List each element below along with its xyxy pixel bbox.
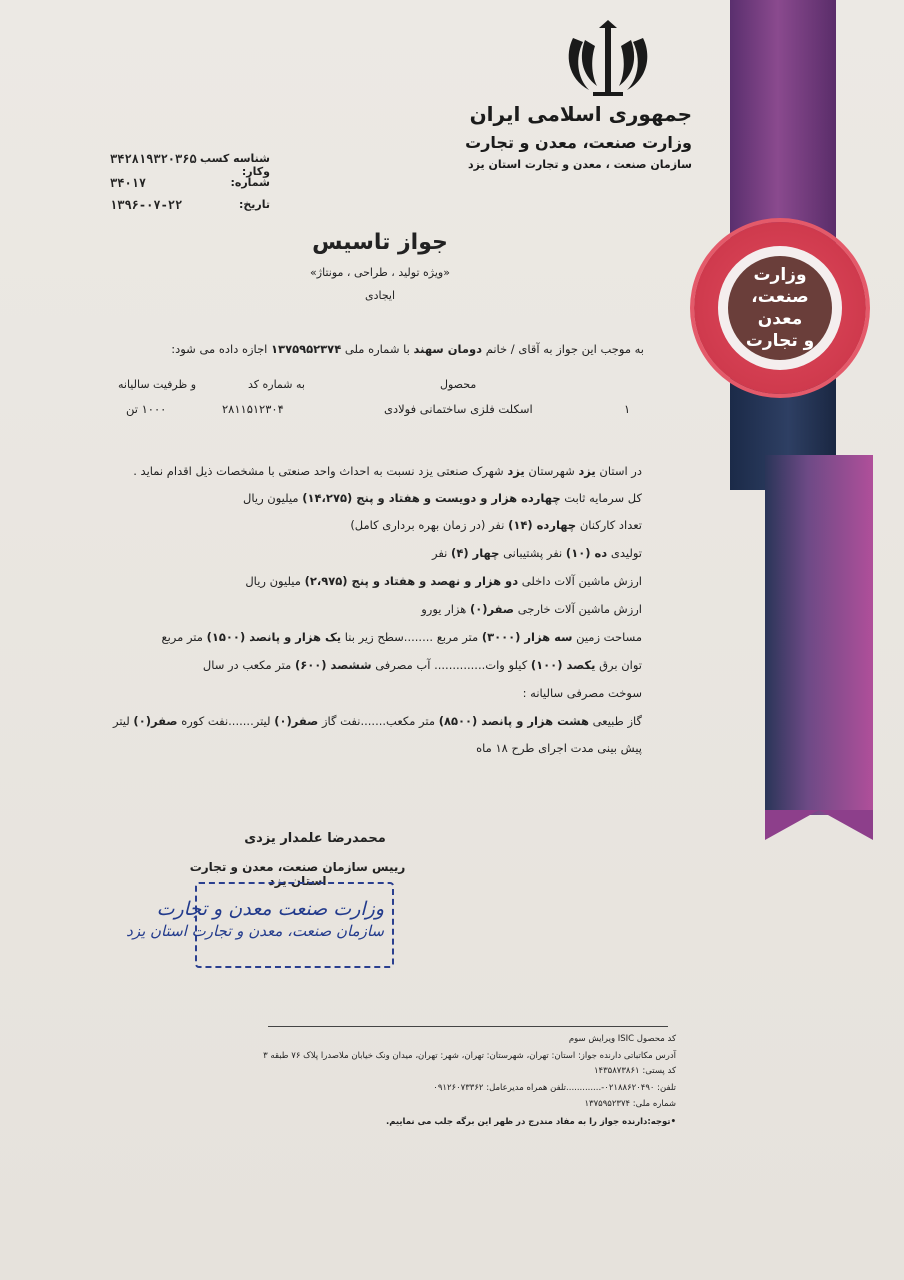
text: گاز طبیعی xyxy=(592,714,642,728)
table-header-product: محصول xyxy=(440,378,477,391)
power-line xyxy=(203,658,642,672)
date-value: ۱۳۹۶-۰۷-۲۲ xyxy=(110,198,183,212)
text: کل سرمایه ثابت xyxy=(564,491,642,505)
intro-prefix: به موجب این جواز به آقای / خانم xyxy=(485,342,644,356)
footer-phone: تلفن: ۰۲۱۸۸۶۲۰۴۹۰-.............تلفن همراه مدیرعامل: ۰۹۱۲۶۰۷۳۳۶۲ xyxy=(433,1083,676,1093)
table-header-code: به شماره کد xyxy=(248,378,305,391)
document-title: جواز تاسیس xyxy=(312,230,448,255)
signatory-name: محمدرضا علمدار یزدی xyxy=(244,831,386,846)
holder-national-id: ۱۳۷۵۹۵۲۳۷۴ xyxy=(271,342,342,356)
footer-postal: کد پستی: ۱۴۳۵۸۷۳۸۶۱ xyxy=(593,1066,676,1076)
text: متر مربع xyxy=(161,630,203,644)
text: متر مربع ........سطح زیر بنا xyxy=(344,630,479,644)
duration-line: پیش بینی مدت اجرای طرح ۱۸ ماه xyxy=(476,741,642,755)
fuel-label: سوخت مصرفی سالیانه : xyxy=(522,686,642,700)
holder-name: دومان سهند xyxy=(413,342,483,356)
text: میلیون ریال xyxy=(245,574,301,588)
domestic-machinery-amount: دو هزار و نهصد و هفتاد و پنج (۲،۹۷۵) xyxy=(304,574,519,588)
text: نفر پشتیبانی xyxy=(503,546,563,560)
table-row-capacity: ۱۰۰۰ تن xyxy=(126,402,167,416)
footer xyxy=(200,1034,676,1134)
document-subtitle: «ویژه تولید ، طراحی ، مونتاژ» xyxy=(310,266,450,279)
text: لیتر xyxy=(112,714,130,728)
text: شهرستان xyxy=(528,464,575,478)
table-row-index: ۱ xyxy=(624,402,631,416)
organization-name: سازمان صنعت ، معدن و تجارت استان یزد xyxy=(468,158,692,171)
diesel-amount: صفر(۰) xyxy=(274,714,319,728)
foreign-machinery-line xyxy=(421,602,642,616)
power-amount: یکصد (۱۰۰) xyxy=(530,658,596,672)
land-amount: سه هزار (۳۰۰۰) xyxy=(481,630,573,644)
footer-address: آدرس مکاتباتی دارنده جواز: استان: تهران، شهرستان: تهران، شهر: تهران، میدان ونک خیابان ملاصدرا پلاک ۷۶ طبقه ۳ xyxy=(263,1051,676,1061)
text: ارزش ماشین آلات خارجی xyxy=(517,602,642,616)
table-row-product: اسکلت فلزی ساختمانی فولادی xyxy=(384,402,533,416)
text: نفر xyxy=(432,546,448,560)
number-value: ۳۴۰۱۷ xyxy=(110,176,147,190)
gas-line xyxy=(113,714,642,728)
staff-amount: چهارده (۱۴) xyxy=(508,518,577,532)
text: لیتر.......نفت کوره xyxy=(181,714,271,728)
land-line xyxy=(161,630,642,644)
water-amount: ششصد (۶۰۰) xyxy=(294,658,372,672)
table-header-capacity: و ظرفیت سالیانه xyxy=(118,378,197,391)
table-row-code: ۲۸۱۱۵۱۲۳۰۴ xyxy=(222,402,284,416)
text: میلیون ریال xyxy=(243,491,299,505)
ribbon-tail xyxy=(765,810,873,840)
production-staff-line xyxy=(432,546,642,560)
license-type: ایجادی xyxy=(364,289,396,302)
built-area: یک هزار و پانصد (۱۵۰۰) xyxy=(206,630,342,644)
text: مساحت زمین xyxy=(576,630,642,644)
intro-suffix: اجازه داده می شود: xyxy=(171,342,268,356)
foreign-machinery-amount: صفر(۰) xyxy=(469,602,515,616)
capital-line xyxy=(243,491,642,505)
seal-line-2: صنعت، معدن xyxy=(751,287,809,329)
ministry-name: وزارت صنعت، معدن و تجارت xyxy=(465,133,692,152)
seal-text xyxy=(728,256,832,360)
number-label: شماره: xyxy=(230,176,270,189)
text: شهرک صنعتی یزد نسبت به احداث واحد صنعتی با مشخصات ذیل اقدام نماید . xyxy=(133,464,504,478)
text: تولیدی xyxy=(610,546,642,560)
text: هزار یورو xyxy=(421,602,467,616)
footer-national-id: شماره ملی: ۱۳۷۵۹۵۲۳۷۴ xyxy=(584,1099,676,1109)
capital-amount: چهارده هزار و دویست و هفتاد و پنج (۱۴،۲۷۵) xyxy=(302,491,561,505)
text: در استان xyxy=(599,464,642,478)
iran-emblem-icon xyxy=(563,20,653,100)
country-name: جمهوری اسلامی ایران xyxy=(469,102,692,126)
production-staff-amount: ده (۱۰) xyxy=(565,546,608,560)
text: متر مکعب.......نفت گاز xyxy=(321,714,436,728)
text: کیلو وات.............. آب مصرفی xyxy=(375,658,528,672)
footer-note: •توجه:دارنده جواز را به مفاد مندرج در ظهر این برگه جلب می نماییم. xyxy=(385,1117,676,1127)
text: متر مکعب در سال xyxy=(202,658,292,672)
province: یزد xyxy=(578,464,596,478)
city: یزد xyxy=(507,464,525,478)
date-label: تاریخ: xyxy=(238,198,270,211)
business-id-label: شناسه کسب وکار: xyxy=(200,152,270,178)
staff-line xyxy=(350,518,642,532)
footer-isic: کد محصول ISIC ویرایش سوم xyxy=(568,1034,676,1044)
text: ارزش ماشین آلات داخلی xyxy=(521,574,642,588)
intro-mid: با شماره ملی xyxy=(344,342,410,356)
text: تعداد کارکنان xyxy=(579,518,642,532)
location-line xyxy=(133,464,642,478)
text: نفر (در زمان بهره برداری کامل) xyxy=(350,518,505,532)
support-staff-amount: چهار (۴) xyxy=(451,546,500,560)
official-stamp xyxy=(126,882,394,968)
domestic-machinery-line xyxy=(245,574,642,588)
stamp-line-1: وزارت صنعت معدن و تجارت xyxy=(156,898,384,920)
seal-line-3: و تجارت xyxy=(745,331,815,351)
business-id-value: ۳۴۲۸۱۹۳۲۰۳۶۵ xyxy=(110,152,197,166)
gas-amount: هشت هزار و پانصد (۸۵۰۰) xyxy=(438,714,589,728)
seal-line-1: وزارت xyxy=(753,265,807,285)
intro-line xyxy=(171,342,644,356)
stamp-line-2: سازمان صنعت، معدن و تجارت استان یزد xyxy=(126,922,384,940)
text: توان برق xyxy=(599,658,642,672)
footer-divider xyxy=(268,1026,668,1027)
signatory-title: رییس سازمان صنعت، معدن و تجارت استان یزد xyxy=(189,860,406,888)
ribbon-decoration-lower xyxy=(765,455,873,815)
fueloil-amount: صفر(۰) xyxy=(133,714,178,728)
